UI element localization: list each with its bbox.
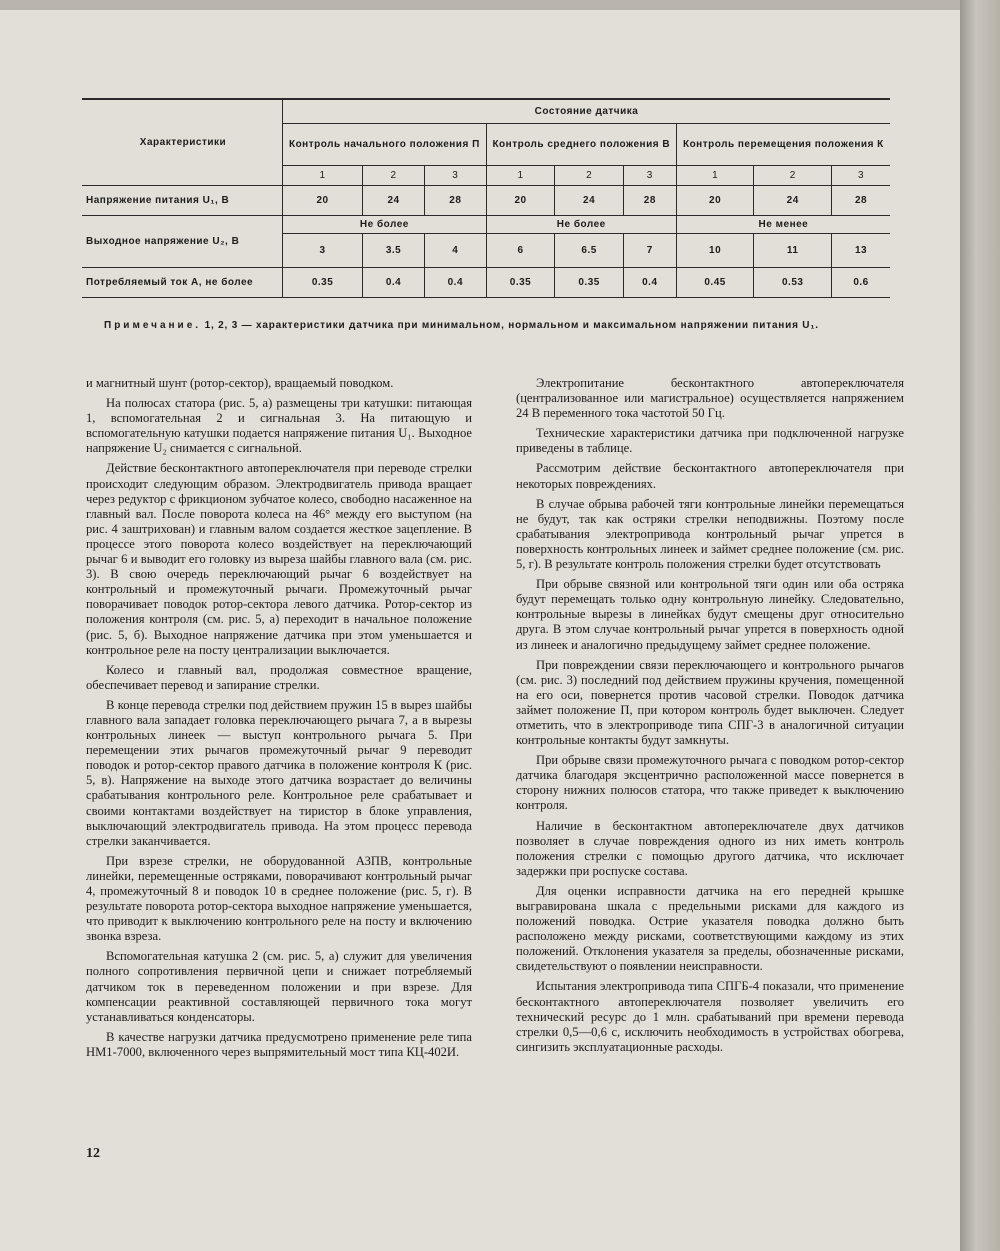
table-subcol: 3: [424, 165, 486, 185]
row-label: Потребляемый ток A, не более: [82, 267, 283, 297]
table-cell: 6: [486, 233, 555, 267]
table-cell: 28: [623, 185, 676, 215]
table-group-header: Контроль начального положения П: [283, 123, 487, 165]
table-subcol: 1: [283, 165, 363, 185]
table-cell: 28: [832, 185, 890, 215]
book-spine: [960, 0, 1000, 1251]
table-cell: 3.5: [363, 233, 425, 267]
paragraph: На полюсах статора (рис. 5, а) размещены три катушки: питающая 1, вспомогательная 2 и сигнальная 3. На питающую и вспомогательную катушки подается напряжение питания U₁. Выходное напряжение U₂ снимается с сигнальной.: [86, 396, 472, 456]
table-subcol: 3: [623, 165, 676, 185]
table-cell: 24: [363, 185, 425, 215]
table-subcol: 1: [676, 165, 754, 185]
paragraph: При взрезе стрелки, не оборудованной АЗПВ, контрольные линейки, перемещенные остряками, поворачивают контрольный рычаг 4, промежуточный 8 и поводок 10 в среднее положение (рис. 5, г). В результате поворота ротор-сектора выходное напряжение уменьшается, что приводит к выключению контрольного реле на посту и включению звонка взреза.: [86, 853, 472, 944]
table-row: [82, 185, 890, 215]
table-cell: 0.4: [424, 267, 486, 297]
note-text: 1, 2, 3 — характеристики датчика при минимальном, нормальном и максимальном напряжении питания U₁.: [204, 320, 819, 331]
page-number: 12: [86, 1146, 100, 1161]
table-cell: 0.4: [363, 267, 425, 297]
paragraph: Для оценки исправности датчика на его передней крышке выгравирована шкала с предельными рисками для каждого из положений поводка. Острие указателя поводка должно быть расположено между рисками, соответствующими каждому из этих положений. Отклонения указателя за пределы, обозначенные рисками, свидетельствуют о появлении неисправности.: [516, 883, 904, 974]
table-cell: 7: [623, 233, 676, 267]
table-limit: Не менее: [676, 215, 890, 233]
table-cell: 10: [676, 233, 754, 267]
paragraph: При повреждении связи переключающего и контрольного рычагов (см. рис. 3) последний под действием пружины кручения, помещенной на его оси, повернется против часовой стрелки. Поводок датчика займет положение П, при котором контроль будет выключен. Следует отметить, что в электроприводе типа СПГ-3 в аналогичной ситуации контрольные контакты будут замкнуты.: [516, 657, 904, 748]
note-label: Примечание.: [104, 320, 202, 331]
paragraph: При обрыве связи промежуточного рычага с поводком ротор-сектор датчика благодаря эксцентрично расположенной массе повернется в сторону нижних полюсов статора, что также приведет к выключению контроля.: [516, 753, 904, 813]
paragraph: В качестве нагрузки датчика предусмотрено применение реле типа НМ1-7000, включенного через выпрямительный мост типа КЦ-402И.: [86, 1029, 472, 1059]
table-row: [82, 267, 890, 297]
paragraph: Рассмотрим действие бесконтактного автопереключателя при некоторых повреждениях.: [516, 461, 904, 491]
table-subcol: 1: [486, 165, 555, 185]
table-cell: 20: [676, 185, 754, 215]
paragraph: При обрыве связной или контрольной тяги один или оба остряка будут перемещать только одну контрольную линейку. Следовательно, контрольные вырезы в линейках будут смещены друг относительно друга. В этом случае контрольный рычаг упрется в поверхность одной из линеек и аналогично предыдущему займет среднее положение.: [516, 577, 904, 652]
table-cell: 6.5: [555, 233, 624, 267]
row-label: Выходное напряжение U₂, В: [82, 215, 283, 267]
table-cell: 11: [754, 233, 832, 267]
table-cell: 0.53: [754, 267, 832, 297]
table-limit: Не более: [486, 215, 676, 233]
scan-top-edge: [0, 0, 960, 10]
table-header-state: Состояние датчика: [283, 99, 891, 123]
paragraph: и магнитный шунт (ротор-сектор), вращаемый поводком.: [86, 376, 394, 390]
table-cell: 4: [424, 233, 486, 267]
table-cell: 0.35: [283, 267, 363, 297]
table-limit: Не более: [283, 215, 487, 233]
spec-table: [82, 98, 890, 298]
paragraph: В случае обрыва рабочей тяги контрольные линейки перемещаться не будут, так как остряки стрелки неподвижны. Поэтому после срабатывания электропривода контрольный рычаг упрется в поверхность контрольных линеек и займет среднее положение (см. рис. 5, г). В результате контроль положения стрелки будет отсутствовать: [516, 496, 904, 572]
table-note: [104, 320, 894, 331]
table-cell: 28: [424, 185, 486, 215]
paragraph: Вспомогательная катушка 2 (см. рис. 5, а) служит для увеличения полного сопротивления первичной цепи и снижает потребляемый датчиком ток в переведенном положении и при взрезе. Для компенсации реактивной составляющей первичного тока могут устанавливаться конденсаторы.: [86, 949, 472, 1024]
table-cell: 24: [555, 185, 624, 215]
table-subcol: 2: [754, 165, 832, 185]
paragraph: Колесо и главный вал, продолжая совместное вращение, обеспечивает перевод и запирание стрелки.: [86, 662, 472, 692]
table-row: [82, 215, 890, 233]
table-cell: 0.45: [676, 267, 754, 297]
table-subcol: 3: [832, 165, 890, 185]
paragraph: Технические характеристики датчика при подключенной нагрузке приведены в таблице.: [516, 426, 904, 456]
table-group-header: Контроль перемещения положения К: [676, 123, 890, 165]
table-cell: 13: [832, 233, 890, 267]
table-header-characteristics: Характеристики: [82, 99, 283, 185]
table-cell: 20: [283, 185, 363, 215]
table-cell: 24: [754, 185, 832, 215]
table-cell: 0.6: [832, 267, 890, 297]
paragraph: Действие бесконтактного автопереключателя при переводе стрелки происходит следующим образом. Электродвигатель привода вращает через редуктор с фрикционом зубчатое колесо, свободно насаженное на главный вал. После поворота колеса на 46° между его выступом (на рис. 4 заштрихован) и главным валом создается жесткое зацепление. В процессе этого поворота колесо воздействует на переключающий рычаг 6 и выводит его головку из выреза шайбы главного вала (см. рис. 3). В свою очередь переключающий рычаг 6 воздействует на контрольный и промежуточный рычаги. Промежуточный рычаг поворачивает поводок ротор-сектора левого датчика. Ротор-сектор из положения контроля (см. рис. 5, а) переходит в начальное положение (рис. 5, б). Выходное напряжение датчика при этом уменьшается и контрольное реле на посту централизации выключается.: [86, 461, 472, 657]
row-label: Напряжение питания U₁, В: [82, 185, 283, 215]
paragraph: Испытания электропривода типа СПГБ-4 показали, что применение бесконтактного автопереключателя позволяет увеличить его технический ресурс до 1 млн. срабатываний при времени перевода стрелки 0,5—0,6 с, исключить необходимость в устройствах обогрева, сингизить эксплуатационные расходы.: [516, 979, 904, 1054]
table-cell: 0.35: [486, 267, 555, 297]
table-cell: 0.35: [555, 267, 624, 297]
table-subcol: 2: [555, 165, 624, 185]
paragraph: В конце перевода стрелки под действием пружин 15 в вырез шайбы главного вала западает головка переключающего рычага 7, а в вырезы контрольных линеек — выступ контрольного рычага 5. При перемещении этих рычагов промежуточный рычаг 9 переводит поводок и ротор-сектор правого датчика в положение контроля К (рис. 5, в). Напряжение на выходе этого датчика возрастает до величины срабатывания контрольного реле. Контрольное реле срабатывает и своими контактами воздействует на тиристор в блоке управления, выключающий электродвигатель привода. На этом процесс перевода стрелки заканчивается.: [86, 697, 472, 848]
paragraph: Электропитание бесконтактного автопереключателя (централизованное или магистральное) осуществляется напряжением 24 В переменного тока частотой 50 Гц.: [516, 376, 904, 421]
table-cell: 20: [486, 185, 555, 215]
table-cell: 0.4: [623, 267, 676, 297]
right-text-column: [516, 376, 904, 1060]
paragraph: Наличие в бесконтактном автопереключателе двух датчиков позволяет в случае повреждения одного из них иметь контроль положения стрелки с помощью другого датчика, что исключает задержки при роспуске состава.: [516, 818, 904, 878]
left-text-column: [86, 376, 472, 1065]
table-subcol: 2: [363, 165, 425, 185]
table-cell: 3: [283, 233, 363, 267]
table-group-header: Контроль среднего положения В: [486, 123, 676, 165]
